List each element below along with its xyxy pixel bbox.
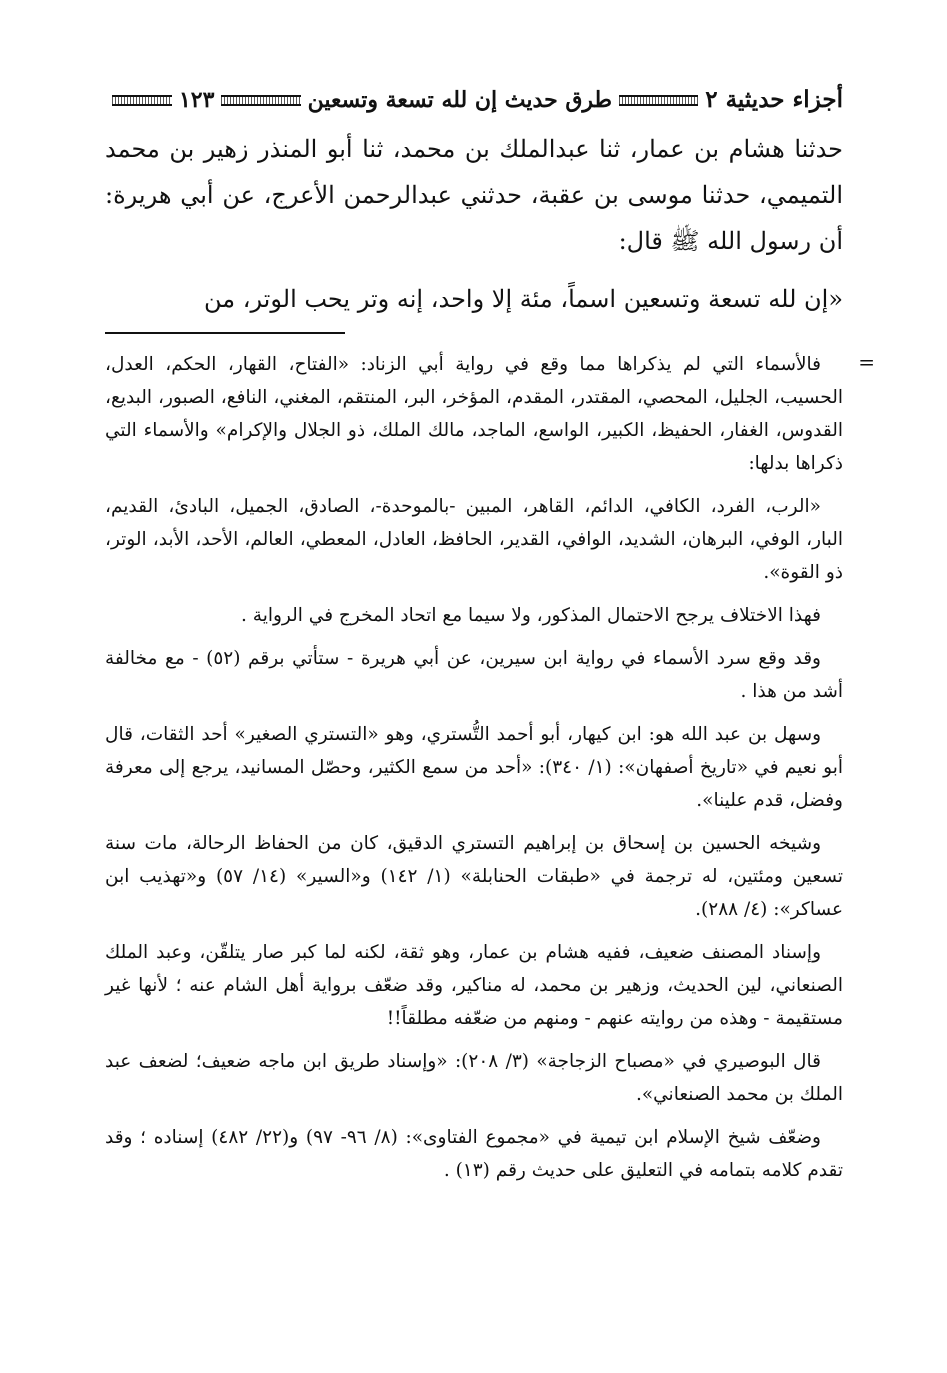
hadith-text: «إن لله تسعة وتسعين اسماً، مئة إلا واحد، إنه وتر يحب الوتر، من [203,285,843,313]
footnote-paragraph: وشيخه الحسين بن إسحاق بن إبراهيم التستري الدقيق، كان من الحفاظ الرحالة، مات سنة تسعين ومئتين، له ترجمة في «طبقات الحنابلة» (١/ ١٤٢) و«السير» (١٤/ ٥٧) و«تهذيب ابن عساكر»: (٤/ ٢٨٨). [105,833,843,920]
footnote-paragraph: قال البوصيري في «مصباح الزجاجة» (٣/ ٢٠٨): «وإسناد طريق ابن ماجه ضعيف؛ لضعف عبد الملك بن محمد الصنعاني». [105,1051,843,1105]
book-title: أجزاء حديثية ٢ [705,86,843,113]
footnote-paragraph: فالأسماء التي لم يذكراها مما وقع في رواية أبي الزناد: «الفتاح، القهار، الحكم، العدل، الحسيب، الجليل، المحصي، المقتدر، المقدم، المؤخر، البر، المنتقم، المغني، النافع، الصبور، البديع، القدوس، الغفار، الحفيظ، الكبير، الواسع، الماجد، مالك الملك، ذو الجلال والإكرام» والأسماء التي ذكراها بدلها: [105,354,843,474]
footnote-paragraph: وإسناد المصنف ضعيف، ففيه هشام بن عمار، وهو ثقة، لكنه لما كبر صار يتلقّن، وعبد الملك الصنعاني، لين الحديث، وزهير بن محمد، له مناكير، وقد ضعّف برواية أهل الشام عنه ؛ لأنها غير مستقيمة - وهذه من روايته عنهم - ومنهم من ضعّفه مطلقاً!! [105,942,843,1029]
running-header [105,78,843,122]
footnote-paragraph: فهذا الاختلاف يرجح الاحتمال المذكور، ولا سيما مع اتحاد المخرج في الرواية . [241,605,821,626]
footnote-continuation-mark: = [858,350,875,374]
header-ornament-rule [112,95,172,106]
book-page [105,78,875,1197]
page-number: ١٢٣ [178,87,215,113]
footnote-separator [105,332,345,334]
isnad-paragraph: حدثنا هشام بن عمار، ثنا عبدالملك بن محمد، ثنا أبو المنذر زهير بن محمد التميمي، حدثنا موسى بن عقبة، حدثني عبدالرحمن الأعرج، عن أبي هريرة: أن رسول الله ﷺ قال: [105,135,843,255]
footnote-paragraph: وضعّف شيخ الإسلام ابن تيمية في «مجموع الفتاوى»: (٨/ ٩٦- ٩٧) و(٢٢/ ٤٨٢) إسناده ؛ وقد تقدم كلامه بتمامه في التعليق على حديث رقم (١٣) . [105,1127,843,1181]
chapter-title: طرق حديث إن لله تسعة وتسعين [307,87,613,113]
footnote-paragraph: «الرب، الفرد، الكافي، الدائم، القاهر، المبين -بالموحدة-، الصادق، الجميل، البادئ، القديم، البار، الوفي، البرهان، الشديد، الوافي، القدير، الحافظ، العادل، المعطي، العالم، الأحد، الأبد، الوتر، ذو القوة». [105,496,843,583]
header-ornament-rule [619,95,698,106]
footnotes [105,348,875,1187]
footnote-paragraph: وسهل بن عبد الله هو: ابن كيهار، أبو أحمد التُّستري، وهو «التستري الصغير» أحد الثقات، قال أبو نعيم في «تاريخ أصفهان»: (١/ ٣٤٠): «أحد من سمع الكثير، وحصّل المسانيد، يرجع إلى معرفة وفضل، قدم علينا». [105,724,843,811]
header-ornament-rule [221,95,300,106]
footnote-paragraph: وقد وقع سرد الأسماء في رواية ابن سيرين، عن أبي هريرة - ستأتي برقم (٥٢) - مع مخالفة أشد من هذا . [105,648,843,702]
main-text [105,126,843,322]
